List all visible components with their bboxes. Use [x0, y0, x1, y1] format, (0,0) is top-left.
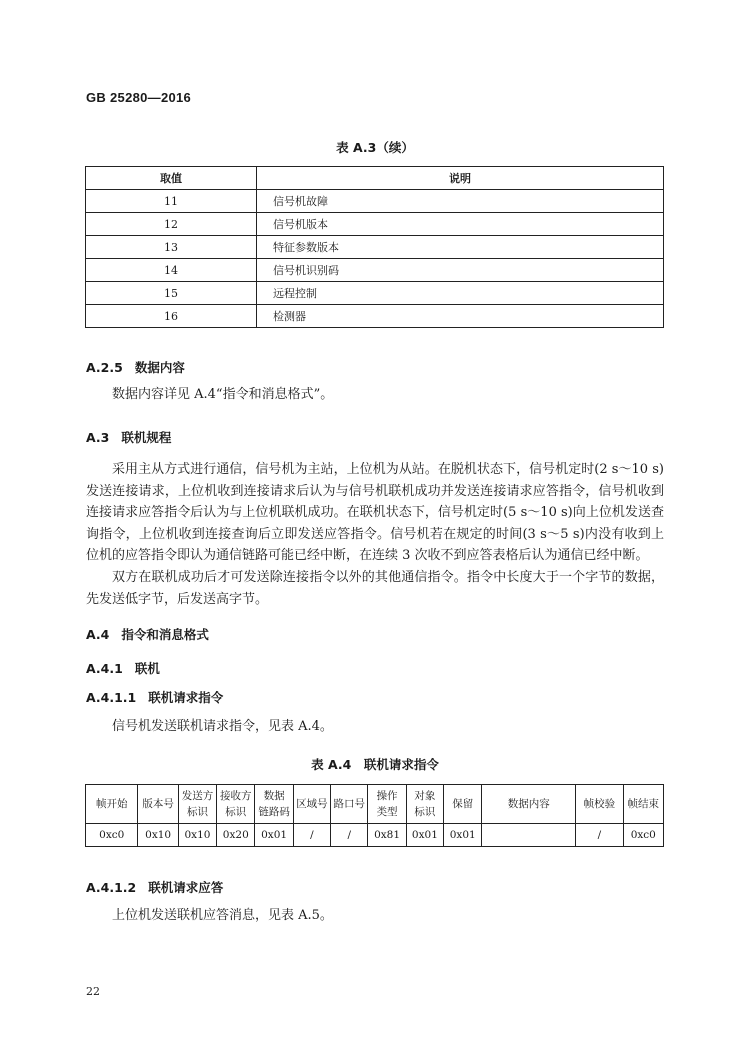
table-a3-caption: 表 A.3（续） [336, 140, 414, 155]
table-row: 12 信号机版本 [86, 213, 664, 236]
table-a4-header-cell: 保留 [444, 785, 482, 824]
section-title: 数据内容 [134, 360, 185, 375]
table-a4 [85, 784, 664, 847]
table-a4-header-row [86, 785, 664, 824]
table-a4-value-cell [482, 824, 576, 847]
table-a4-value-cell: 0x10 [178, 824, 216, 847]
table-a4-header-cell: 版本号 [138, 785, 178, 824]
table-a4-value-cell: 0x81 [368, 824, 406, 847]
section-number: A.4.1.2 [86, 880, 137, 895]
table-a4-header-cell: 帧结束 [623, 785, 663, 824]
table-row: 14 信号机识别码 [86, 259, 664, 282]
table-row: 15 远程控制 [86, 282, 664, 305]
section-a3-para1: 采用主从方式进行通信，信号机为主站，上位机为从站。在脱机状态下，信号机定时(2 s～10 s)发送连接请求，上位机收到连接请求后认为与信号机联机成功并发送连接请求应答指令，信号机收到连接请求应答指令后认为与上位机联机成功。在联机状态下，信号机定时(5 s～10 s)向上位机发送查询指令，上位机收到连接查询后立即发送应答指令。信号机若在规定的时间(3 s～5 s)内没有收到上位机的应答指令即认为通信链路可能已经中断，在连续 3 次收不到应答表格后认为通信已经中断。 [86, 462, 664, 563]
table-a4-header-cell: 接收方 标识 [217, 785, 255, 824]
table-a3 [85, 166, 664, 328]
table-a4-header-cell: 发送方 标识 [178, 785, 216, 824]
section-number: A.4 [86, 627, 110, 642]
section-a3-heading [86, 428, 171, 446]
table-a4-header-cell: 帧开始 [86, 785, 138, 824]
table-a3-col-desc: 说明 [257, 167, 664, 190]
table-a4-header-cell: 对象 标识 [406, 785, 443, 824]
table-a4-caption: 表 A.4 联机请求指令 [311, 757, 439, 772]
table-a4-value-cell: 0x01 [444, 824, 482, 847]
section-a41-heading [86, 659, 160, 677]
table-a4-header-cell: 帧校验 [576, 785, 623, 824]
table-a4-header-cell: 数据内容 [482, 785, 576, 824]
section-a412-text: 上位机发送联机应答消息，见表 A.5。 [112, 908, 333, 923]
section-a412-heading [86, 878, 223, 896]
section-a25-heading [86, 358, 185, 376]
section-a25-text: 数据内容详见 A.4“指令和消息格式”。 [112, 387, 334, 402]
section-title: 联机请求应答 [148, 880, 224, 895]
section-a411-text: 信号机发送联机请求指令，见表 A.4。 [112, 719, 333, 734]
table-a4-value-cell: / [293, 824, 330, 847]
section-title: 联机规程 [121, 430, 172, 445]
table-a4-value-cell: / [331, 824, 368, 847]
section-number: A.2.5 [86, 360, 123, 375]
section-a3-para2: 双方在联机成功后才可发送除连接指令以外的其他通信指令。指令中长度大于一个字节的数据，先发送低字节，后发送高字节。 [86, 570, 664, 607]
section-title: 指令和消息格式 [121, 627, 209, 642]
standard-header: GB 25280—2016 [86, 90, 192, 105]
section-number: A.4.1 [86, 661, 123, 676]
table-a4-header-cell: 区域号 [293, 785, 330, 824]
table-a3-col-value: 取值 [86, 167, 257, 190]
table-row: 13 特征参数版本 [86, 236, 664, 259]
table-a4-value-cell: 0xc0 [623, 824, 663, 847]
section-number: A.3 [86, 430, 110, 445]
section-title: 联机 [134, 661, 160, 676]
table-a4-value-cell: 0x10 [138, 824, 178, 847]
table-a4-value-cell: 0x20 [217, 824, 255, 847]
section-a4-heading [86, 625, 209, 643]
section-a411-heading [86, 688, 223, 706]
table-a4-value-cell: / [576, 824, 623, 847]
section-title: 联机请求指令 [148, 690, 224, 705]
table-a4-header-cell: 数据 链路码 [255, 785, 293, 824]
table-a4-header-cell: 操作 类型 [368, 785, 406, 824]
table-row: 11 信号机故障 [86, 190, 664, 213]
table-a4-header-cell: 路口号 [331, 785, 368, 824]
table-row: 16 检测器 [86, 305, 664, 328]
table-a4-value-row [86, 824, 664, 847]
section-number: A.4.1.1 [86, 690, 137, 705]
table-a4-value-cell: 0xc0 [86, 824, 138, 847]
page-number: 22 [86, 985, 100, 998]
table-a4-value-cell: 0x01 [255, 824, 293, 847]
table-a4-value-cell: 0x01 [406, 824, 443, 847]
